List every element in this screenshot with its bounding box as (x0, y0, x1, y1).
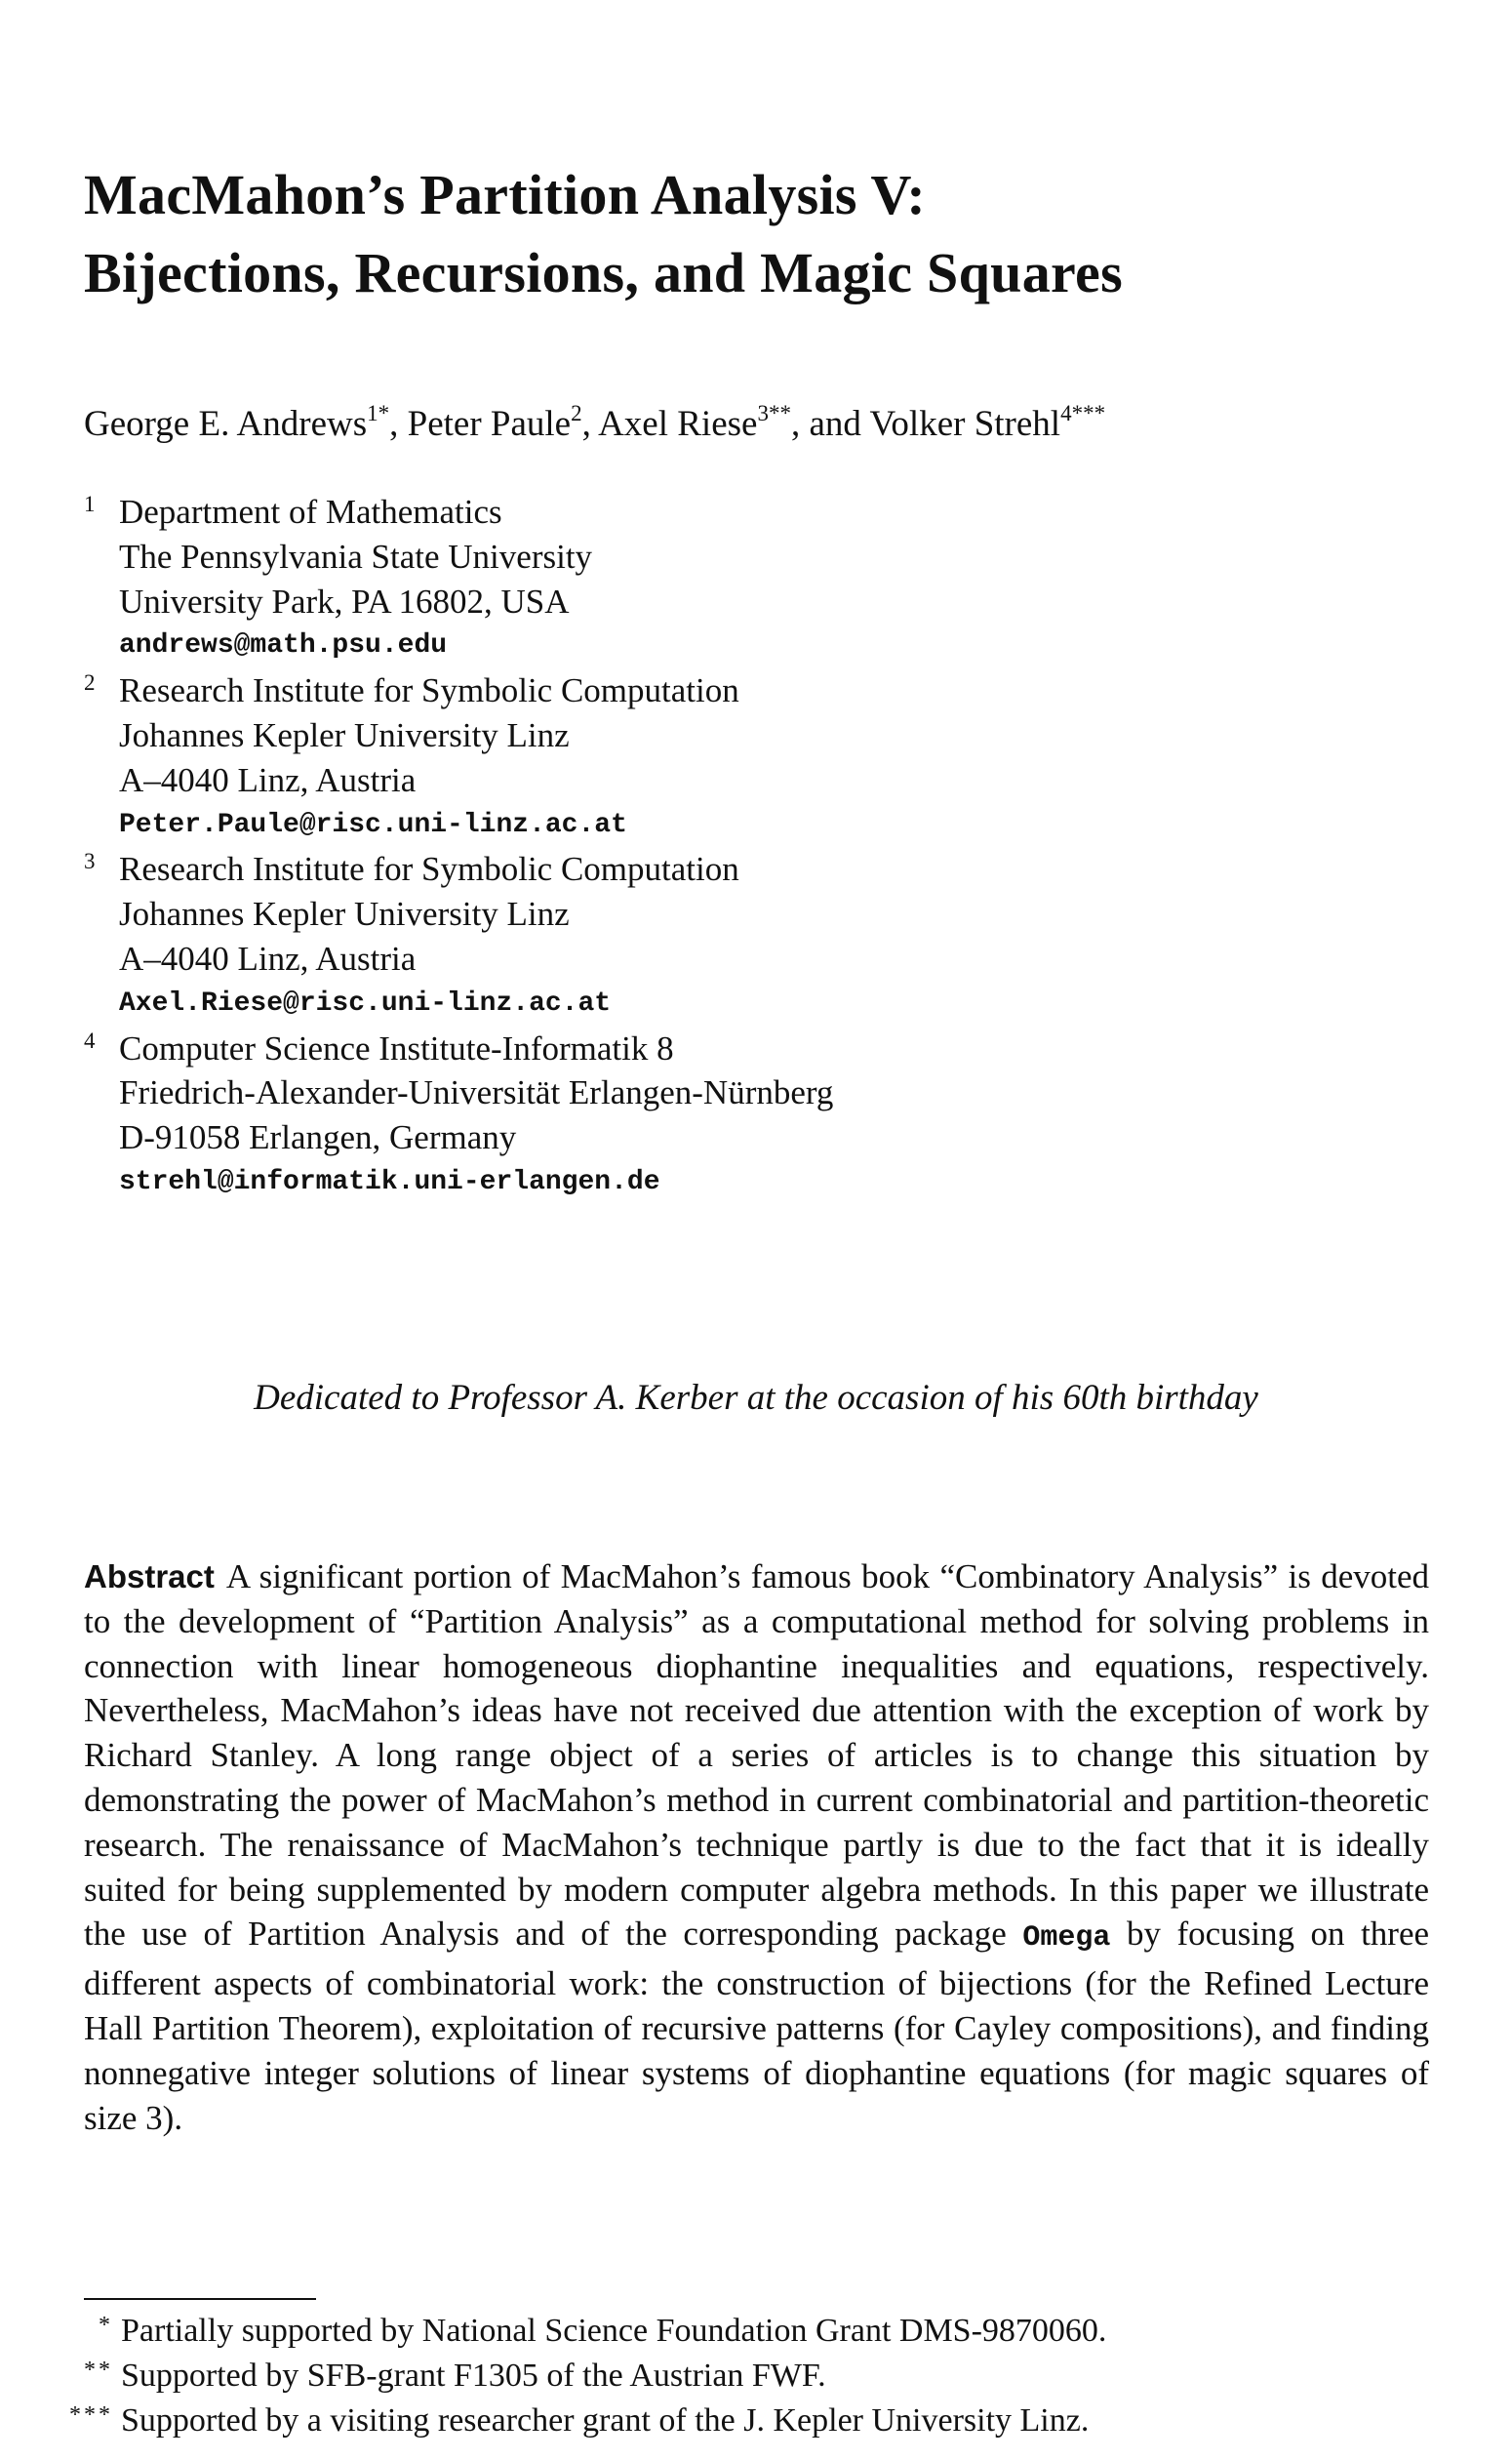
affiliation-list (84, 490, 833, 1205)
author-mark: 3** (757, 400, 791, 425)
affiliation-number: 3 (84, 849, 96, 874)
affiliation-line: University Park, PA 16802, USA (119, 582, 570, 621)
author-separator: , (389, 404, 408, 444)
affiliation-number: 1 (84, 492, 96, 516)
author-separator: , (581, 404, 599, 444)
affiliation-email: Axel.Riese@risc.uni-linz.ac.at (119, 988, 612, 1019)
affiliation-line: Department of Mathematics (119, 493, 502, 531)
author-name: Volker Strehl (869, 404, 1061, 444)
affiliation-line: Johannes Kepler University Linz (119, 895, 570, 934)
abstract-heading: Abstract (84, 1558, 215, 1594)
affiliation-number: 4 (84, 1028, 96, 1053)
affiliation-line: Research Institute for Symbolic Computation (119, 850, 739, 889)
footnote (0, 2354, 1106, 2399)
affiliation (84, 668, 833, 847)
footnote-list (0, 2309, 1106, 2443)
affiliation-email: strehl@informatik.uni-erlangen.de (119, 1166, 660, 1197)
footnote-text: Supported by a visiting researcher grant of the J. Kepler University Linz. (121, 2402, 1090, 2439)
footnote-text: Supported by SFB-grant F1305 of the Austrian FWF. (121, 2358, 826, 2394)
author-separator: , and (790, 404, 870, 444)
author-mark: 2 (571, 400, 582, 425)
abstract (84, 1554, 1429, 2140)
footnote (0, 2399, 1106, 2443)
abstract-text: by focusing on three different aspects of combinatorial work: the construction of bijections (for the Refined Lecture Hall Partition Theorem), exploitation of recursive patterns (for Cayley compositions), and finding nonnegative integer solutions of linear systems of diophantine equations (for magic squares of size 3). (84, 1915, 1430, 2137)
footnote-mark: ** (84, 2358, 113, 2383)
author-list (84, 400, 1105, 449)
footnote (0, 2309, 1106, 2354)
affiliation (84, 490, 833, 668)
author-mark: 1* (367, 400, 390, 425)
footnote-mark: *** (69, 2402, 113, 2428)
affiliation-line: Research Institute for Symbolic Computation (119, 671, 739, 710)
author-mark: 4*** (1060, 400, 1106, 425)
author-name: Axel Riese (598, 404, 758, 444)
affiliation-email: Peter.Paule@risc.uni-linz.ac.at (119, 809, 627, 840)
affiliation-line: Johannes Kepler University Linz (119, 715, 570, 754)
paper-title (84, 156, 1123, 312)
affiliation-line: D-91058 Erlangen, Germany (119, 1118, 517, 1157)
author-name: Peter Paule (407, 404, 572, 444)
footnote-rule (84, 2298, 316, 2300)
affiliation-line: Computer Science Institute-Informatik 8 (119, 1028, 674, 1068)
affiliation-email: andrews@math.psu.edu (119, 630, 448, 662)
affiliation-line: A–4040 Linz, Austria (119, 939, 417, 978)
affiliation-number: 2 (84, 670, 96, 696)
dedication: Dedicated to Professor A. Kerber at the occasion of his 60th birthday (254, 1378, 1258, 1418)
title-line-2: Bijections, Recursions, and Magic Squares (84, 241, 1123, 304)
affiliation-line: A–4040 Linz, Austria (119, 760, 417, 799)
affiliation-line: The Pennsylvania State University (119, 537, 593, 576)
abstract-text: A significant portion of MacMahon’s famous book “Combinatory Analysis” is devoted to the development of “Partition Analysis” as a computational method for solving problems in connection with linear homogeneous diophantine inequalities and equations, respectively. Nevertheless, MacMahon’s ideas have not received due attention with the exception of work by Richard Stanley. A long range object of a series of articles is to change this situation by demonstrating the power of MacMahon’s method in current combinatorial and partition-theoretic research. The renaissance of MacMahon’s technique partly is due to the fact that it is ideally suited for being supplemented by modern computer algebra methods. In this paper we illustrate the use of Partition Analysis and of the corresponding package (84, 1557, 1429, 1954)
author-name: George E. Andrews (84, 404, 368, 444)
affiliation-line: Friedrich-Alexander-Universität Erlangen-Nürnberg (119, 1073, 834, 1112)
title-line-1: MacMahon’s Partition Analysis V: (84, 163, 927, 226)
footnote-text: Partially supported by National Science Foundation Grant DMS-9870060. (121, 2313, 1107, 2349)
footnote-mark: * (99, 2313, 113, 2338)
package-name: Omega (1022, 1921, 1111, 1956)
affiliation (84, 847, 833, 1026)
affiliation (84, 1027, 833, 1205)
